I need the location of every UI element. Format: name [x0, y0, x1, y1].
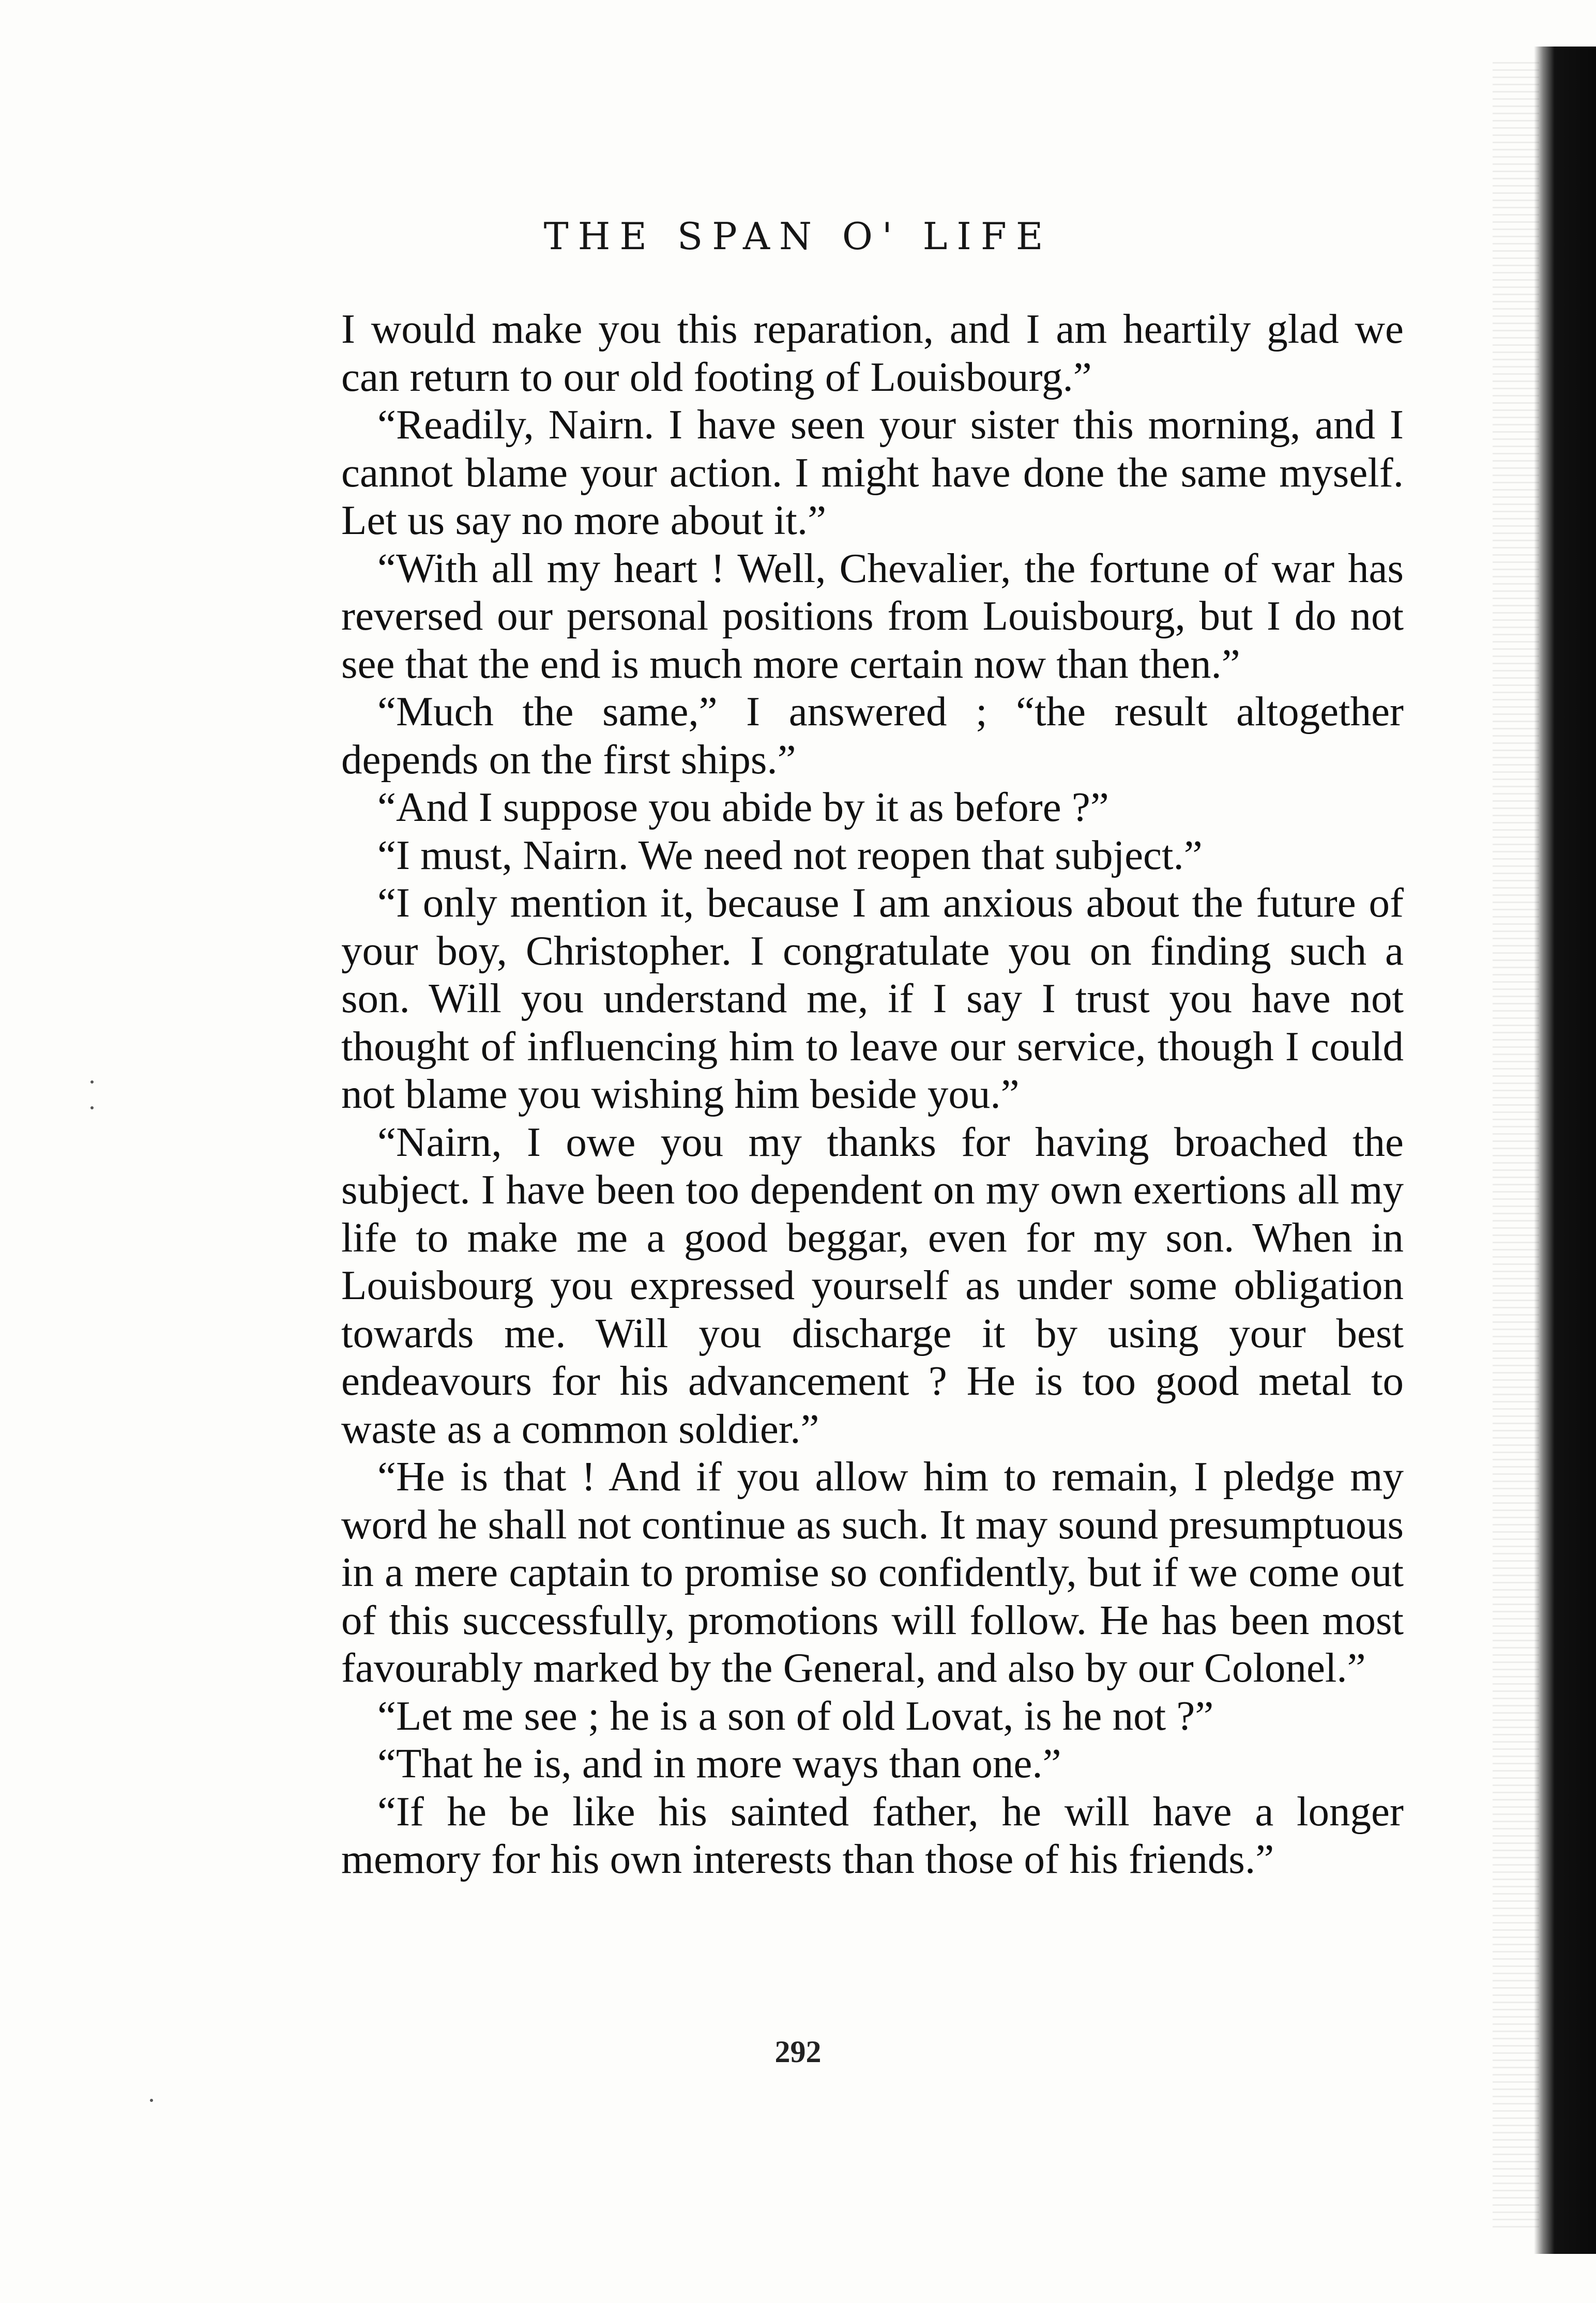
margin-speck	[90, 1080, 94, 1084]
page-number: 292	[774, 2035, 822, 2069]
margin-speck	[150, 2099, 153, 2102]
paragraph: “Readily, Nairn. I have seen your sister this morning, and I cannot blame your action. I might have done the same myself. Let us say no more about it.”	[341, 401, 1404, 543]
paragraph: “He is that ! And if you allow him to remain, I pledge my word he shall not continue as such. It may sound presumptuous in a mere captain to promise so confidently, but if we come out of this successfully, promotions will follow. He has been most favourably marked by the General, and also by our Colonel.”	[341, 1453, 1404, 1691]
page-edge-shadow	[1534, 47, 1596, 2254]
margin-speck	[90, 1106, 94, 1109]
paragraph: “If he be like his sainted father, he will have a longer memory for his own interests than those of his friends.”	[341, 1788, 1404, 1882]
paragraph: “Let me see ; he is a son of old Lovat, is he not ?”	[377, 1692, 1214, 1739]
body-text	[341, 305, 1404, 1883]
paragraph: “With all my heart ! Well, Chevalier, the fortune of war has reversed our personal positions from Louisbourg, but I do not see that the end is much more certain now than then.”	[341, 544, 1404, 687]
paragraph: “And I suppose you abide by it as before ?”	[377, 784, 1109, 830]
page-edge-speckle	[1493, 62, 1539, 2233]
paragraph: “Nairn, I owe you my thanks for having broached the subject. I have been too dependent on my own exertions all my life to make me a good beggar, even for my son. When in Louisbourg you expressed yourself as under some obligation towards me. Will you discharge it by using your best endeavours for his advancement ? He is too good metal to waste as a common soldier.”	[341, 1118, 1404, 1452]
paragraph: “Much the same,” I answered ; “the result altogether depends on the first ships.”	[341, 688, 1404, 783]
paragraph: “That he is, and in more ways than one.”	[377, 1740, 1061, 1787]
paragraph: “I must, Nairn. We need not reopen that subject.”	[377, 831, 1203, 878]
paragraph: “I only mention it, because I am anxious about the future of your boy, Christopher. I congratulate you on finding such a son. Will you understand me, if I say I trust you have not thought of influencing him to leave our service, though I could not blame you wishing him beside you.”	[341, 879, 1404, 1117]
running-head: THE SPAN O' LIFE	[543, 215, 1053, 258]
paragraph: I would make you this reparation, and I am heartily glad we can return to our old footing of Louisbourg.”	[341, 306, 1404, 400]
